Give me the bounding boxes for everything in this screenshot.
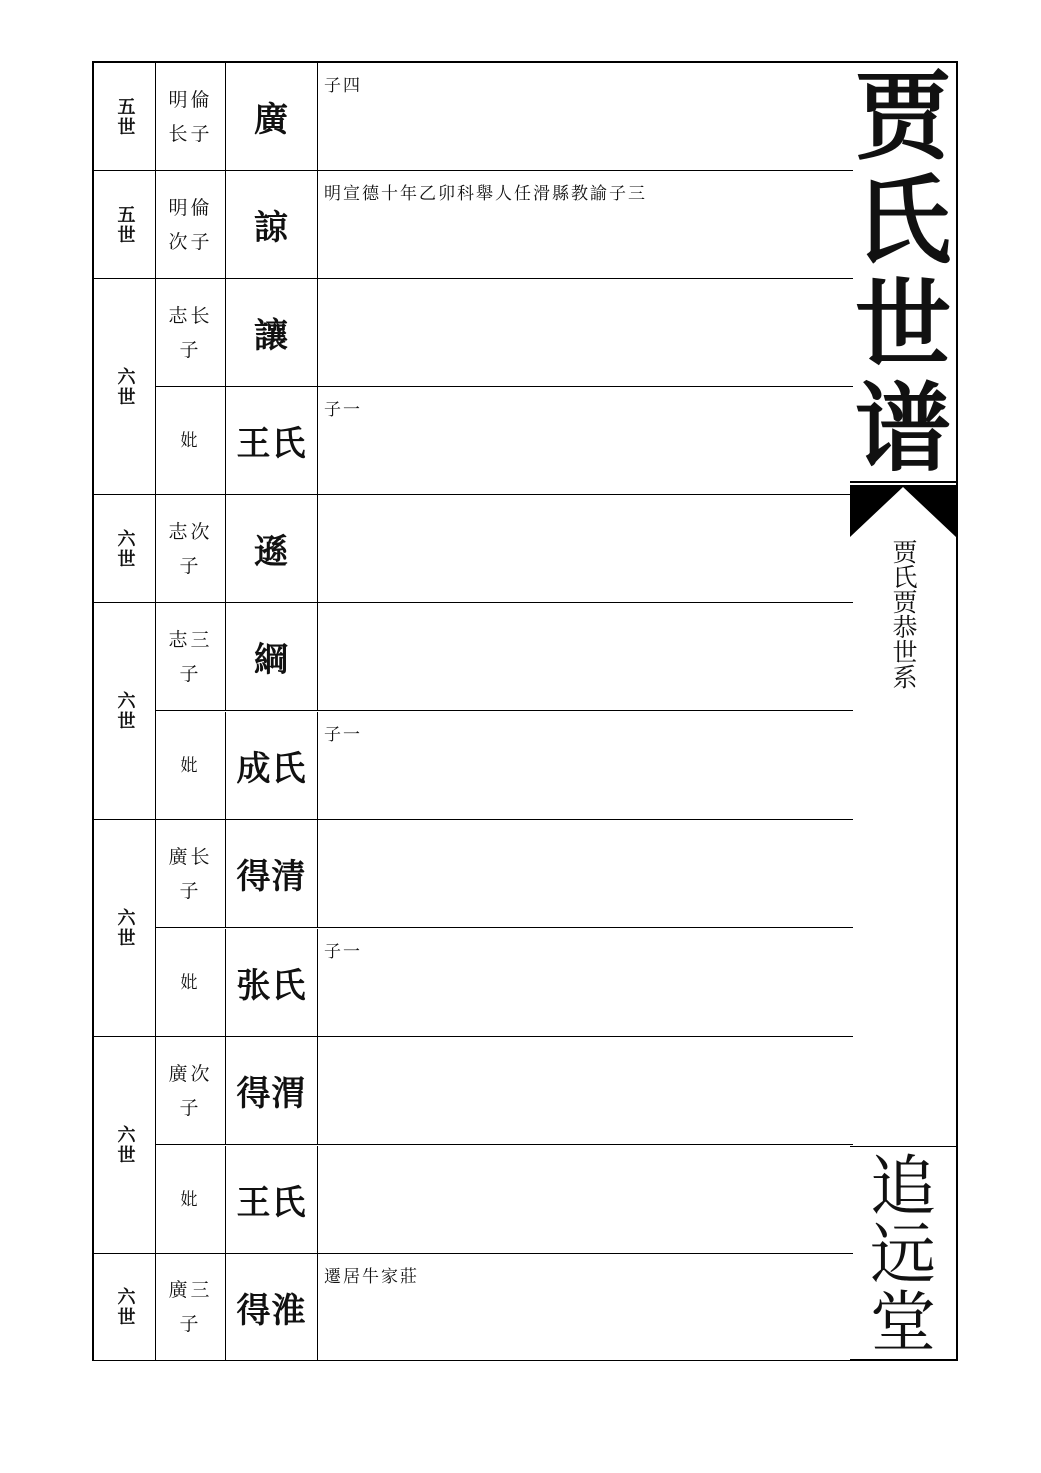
genealogy-table — [92, 61, 851, 1361]
person-name: 张氏 — [226, 929, 318, 1037]
person-name: 得清 — [226, 820, 318, 928]
generation-cell: 六世 — [94, 603, 156, 820]
relation-cell: 志次子 — [156, 495, 226, 603]
relation-cell: 妣 — [156, 712, 226, 820]
note-cell: 明宣德十年乙卯科舉人任滑縣教諭子三 — [318, 171, 853, 279]
genealogy-title — [850, 60, 956, 485]
relation-cell: 妣 — [156, 929, 226, 1037]
relation-cell: 廣次子 — [156, 1037, 226, 1145]
relation-cell: 妣 — [156, 1146, 226, 1254]
person-name: 遜 — [226, 495, 318, 603]
note-cell: 子一 — [318, 929, 853, 1037]
chevron-banner-icon — [850, 481, 956, 537]
relation-cell: 廣三子 — [156, 1254, 226, 1361]
note-cell — [318, 1037, 853, 1145]
note-cell — [318, 820, 853, 928]
person-name: 廣 — [226, 63, 318, 171]
person-name: 成氏 — [226, 712, 318, 820]
person-name: 王氏 — [226, 1146, 318, 1254]
hall-char: 追 — [870, 1147, 936, 1225]
hall-name — [850, 1146, 956, 1362]
person-name: 綱 — [226, 603, 318, 711]
note-cell — [318, 279, 853, 387]
generation-cell: 六世 — [94, 820, 156, 1037]
lineage-subtitle: 贾氏贾恭世系 — [889, 539, 918, 689]
note-cell: 子一 — [318, 712, 853, 820]
generation-cell: 六世 — [94, 495, 156, 603]
note-cell: 子四 — [318, 63, 853, 171]
note-cell: 子一 — [318, 387, 853, 495]
title-char: 世 — [855, 268, 951, 381]
person-name: 王氏 — [226, 387, 318, 495]
relation-cell: 志三子 — [156, 603, 226, 711]
relation-cell: 明倫长子 — [156, 63, 226, 171]
generation-cell: 六世 — [94, 279, 156, 495]
person-name: 讓 — [226, 279, 318, 387]
hall-char: 堂 — [870, 1283, 936, 1361]
generation-cell: 五世 — [94, 171, 156, 279]
hall-char: 远 — [870, 1215, 936, 1293]
note-cell — [318, 495, 853, 603]
generation-cell: 五世 — [94, 63, 156, 171]
person-name: 諒 — [226, 171, 318, 279]
relation-cell: 志长子 — [156, 279, 226, 387]
generation-cell: 六世 — [94, 1254, 156, 1361]
relation-cell: 明倫次子 — [156, 171, 226, 279]
generation-cell: 六世 — [94, 1037, 156, 1254]
person-name: 得渭 — [226, 1037, 318, 1145]
title-char: 氏 — [855, 164, 951, 277]
note-cell — [318, 603, 853, 711]
sidebar-title-column — [850, 61, 958, 1361]
title-char: 贾 — [855, 60, 951, 173]
title-char: 谱 — [855, 372, 951, 485]
relation-cell: 廣长子 — [156, 820, 226, 928]
relation-cell: 妣 — [156, 387, 226, 495]
note-cell: 遷居牛家莊 — [318, 1254, 853, 1361]
note-cell — [318, 1146, 853, 1254]
person-name: 得淮 — [226, 1254, 318, 1361]
